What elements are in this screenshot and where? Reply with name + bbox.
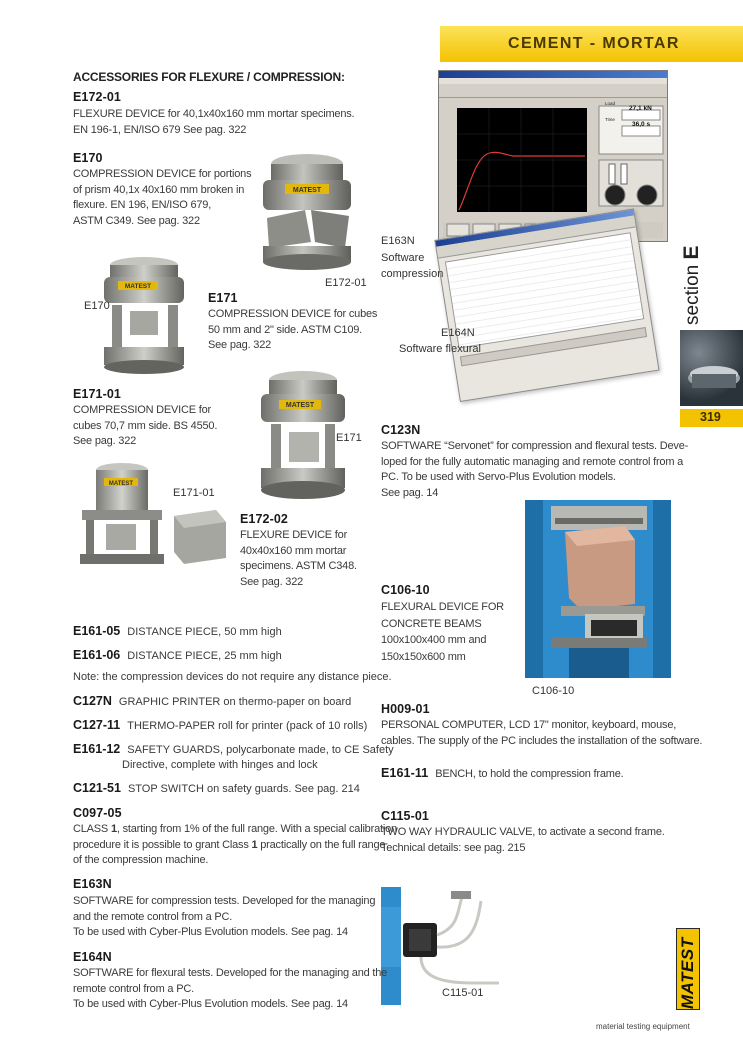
c127-11-row xyxy=(73,718,367,735)
brand-tagline: material testing equipment xyxy=(596,1022,690,1031)
e172-01-code: E172-01 xyxy=(73,90,121,104)
e163n-caption-desc: Software compression xyxy=(381,252,444,280)
e170-photo xyxy=(98,255,190,377)
time-label: Time xyxy=(605,117,615,122)
c097-05-code: C097-05 xyxy=(73,806,122,820)
e172-02-desc: FLEXURE DEVICE for 40x40x160 mm mortar specimens. ASTM C348. See pag. 322 xyxy=(240,529,357,588)
window-toolbar xyxy=(439,84,667,98)
section-thumbnail xyxy=(680,330,743,406)
e161-11-code: E161-11 xyxy=(381,766,429,780)
e172-01-caption: E172-01 xyxy=(325,277,367,289)
e171-caption: E171 xyxy=(336,432,362,444)
load-label: Load xyxy=(605,101,616,106)
time-value: 36,0 s xyxy=(632,121,651,128)
accessories-heading: ACCESSORIES FOR FLEXURE / COMPRESSION: xyxy=(73,70,345,84)
c123n-desc: SOFTWARE “Servonet” for compression and flexural tests. Deve- loped for the fully automatic managing and remote control from a PC. To be used with Servo-Plus Evolution models. See pag. 14 xyxy=(381,440,689,499)
e161-06-row xyxy=(73,648,282,665)
c115-01-code: C115-01 xyxy=(381,809,429,823)
e161-06-text: DISTANCE PIECE, 25 mm high xyxy=(127,650,282,662)
e170-caption: E170 xyxy=(84,300,110,312)
c127n-code: C127N xyxy=(73,694,112,708)
e164n-desc: SOFTWARE for flexural tests. Developed for the managing and the remote control from a PC. To be used with Cyber-Plus Evolution models. See pag. 14 xyxy=(73,967,388,1010)
c106-10-caption: C106-10 xyxy=(532,685,575,697)
e171-01-code: E171-01 xyxy=(73,387,121,401)
e171-01-caption: E171-01 xyxy=(173,487,215,499)
load-value: 27,1 kN xyxy=(629,105,652,112)
c106-10-desc: FLEXURAL DEVICE FOR CONCRETE BEAMS 100x100x400 mm and 150x150x600 mm xyxy=(381,601,504,663)
e163n-code: E163N xyxy=(73,877,112,891)
c127n-row xyxy=(73,694,351,711)
h009-01-desc: PERSONAL COMPUTER, LCD 17" monitor, keyboard, mouse, cables. The supply of the PC includes the installation of the software. xyxy=(381,719,703,747)
e172-01-desc: FLEXURE DEVICE for 40,1x40x160 mm mortar specimens. EN 196-1, EN/ISO 679 See pag. 322 xyxy=(73,108,355,136)
e161-05-code: E161-05 xyxy=(73,624,121,638)
page-number: 319 xyxy=(700,410,721,424)
e161-12-text: SAFETY GUARDS, polycarbonate made, to CE Safety xyxy=(127,744,394,756)
e171-code: E171 xyxy=(208,291,238,305)
c106-10-photo xyxy=(525,500,671,678)
c127-11-text: THERMO-PAPER roll for printer (pack of 10 rolls) xyxy=(127,720,368,732)
c115-01-caption: C115-01 xyxy=(442,987,484,999)
e161-12-code: E161-12 xyxy=(73,742,121,756)
c121-51-text: STOP SWITCH on safety guards. See pag. 214 xyxy=(127,783,360,795)
e161-12-row xyxy=(73,742,394,759)
software-flexural-screenshot xyxy=(434,208,659,402)
e164n-code: E164N xyxy=(73,950,112,964)
e161-11-row xyxy=(381,766,624,783)
e161-11-text: BENCH, to hold the compression frame. xyxy=(435,768,624,780)
c097-05-desc: CLASS 1, starting from 1% of the full range. With a special calibration procedure it is possible to grant Class 1 practically on the full range of the compression machine. xyxy=(73,823,397,866)
e170-code: E170 xyxy=(73,151,103,165)
e170-desc: COMPRESSION DEVICE for portions of prism 40,1x 40x160 mm broken in flexure. EN 196, EN/ISO 679, ASTM C349. See pag. 322 xyxy=(73,168,252,227)
e161-05-text: DISTANCE PIECE, 50 mm high xyxy=(127,626,282,638)
section-thumbnail-image xyxy=(680,330,743,406)
svg-text:MATEST: MATEST xyxy=(292,187,322,194)
e163n-desc: SOFTWARE for compression tests. Developed for the managing and the remote control from a PC. To be used with Cyber-Plus Evolution models. See pag. 14 xyxy=(73,895,376,938)
h009-01-code: H009-01 xyxy=(381,702,430,716)
e164n-caption-desc: Software flexural xyxy=(399,343,481,355)
c123n-code: C123N xyxy=(381,423,421,437)
header-title: CEMENT - MORTAR xyxy=(508,35,680,52)
svg-text:MATEST: MATEST xyxy=(108,481,134,487)
section-label: section E xyxy=(680,245,703,325)
svg-text:MATEST: MATEST xyxy=(285,402,315,409)
e172-01-photo xyxy=(255,150,360,275)
c127-11-code: C127-11 xyxy=(73,718,121,732)
svg-text:MATEST: MATEST xyxy=(124,283,152,290)
c115-01-desc: TWO WAY HYDRAULIC VALVE, to activate a second frame. Technical details: see pag. 215 xyxy=(381,826,665,854)
e163n-caption: E163N xyxy=(381,235,415,247)
c121-51-row xyxy=(73,781,360,798)
e172-02-code: E172-02 xyxy=(240,512,288,526)
window-titlebar xyxy=(439,71,667,78)
e161-06-code: E161-06 xyxy=(73,648,121,662)
distance-piece-note: Note: the compression devices do not require any distance piece. xyxy=(73,671,392,683)
e161-05-row xyxy=(73,624,282,641)
c121-51-code: C121-51 xyxy=(73,781,121,795)
c127n-text: GRAPHIC PRINTER on thermo-paper on board xyxy=(118,696,352,708)
e171-desc: COMPRESSION DEVICE for cubes 50 mm and 2" side. ASTM C109. See pag. 322 xyxy=(208,308,378,351)
e171-01-photo xyxy=(80,458,230,573)
c106-10-code: C106-10 xyxy=(381,583,430,597)
e164n-caption: E164N xyxy=(441,327,475,339)
brand-logo: MATEST xyxy=(676,928,700,1010)
e161-12-text-2: Directive, complete with hinges and lock xyxy=(122,759,318,771)
e171-01-desc: COMPRESSION DEVICE for cubes 70,7 mm side. BS 4550. See pag. 322 xyxy=(73,404,218,447)
section-tab xyxy=(680,225,743,325)
